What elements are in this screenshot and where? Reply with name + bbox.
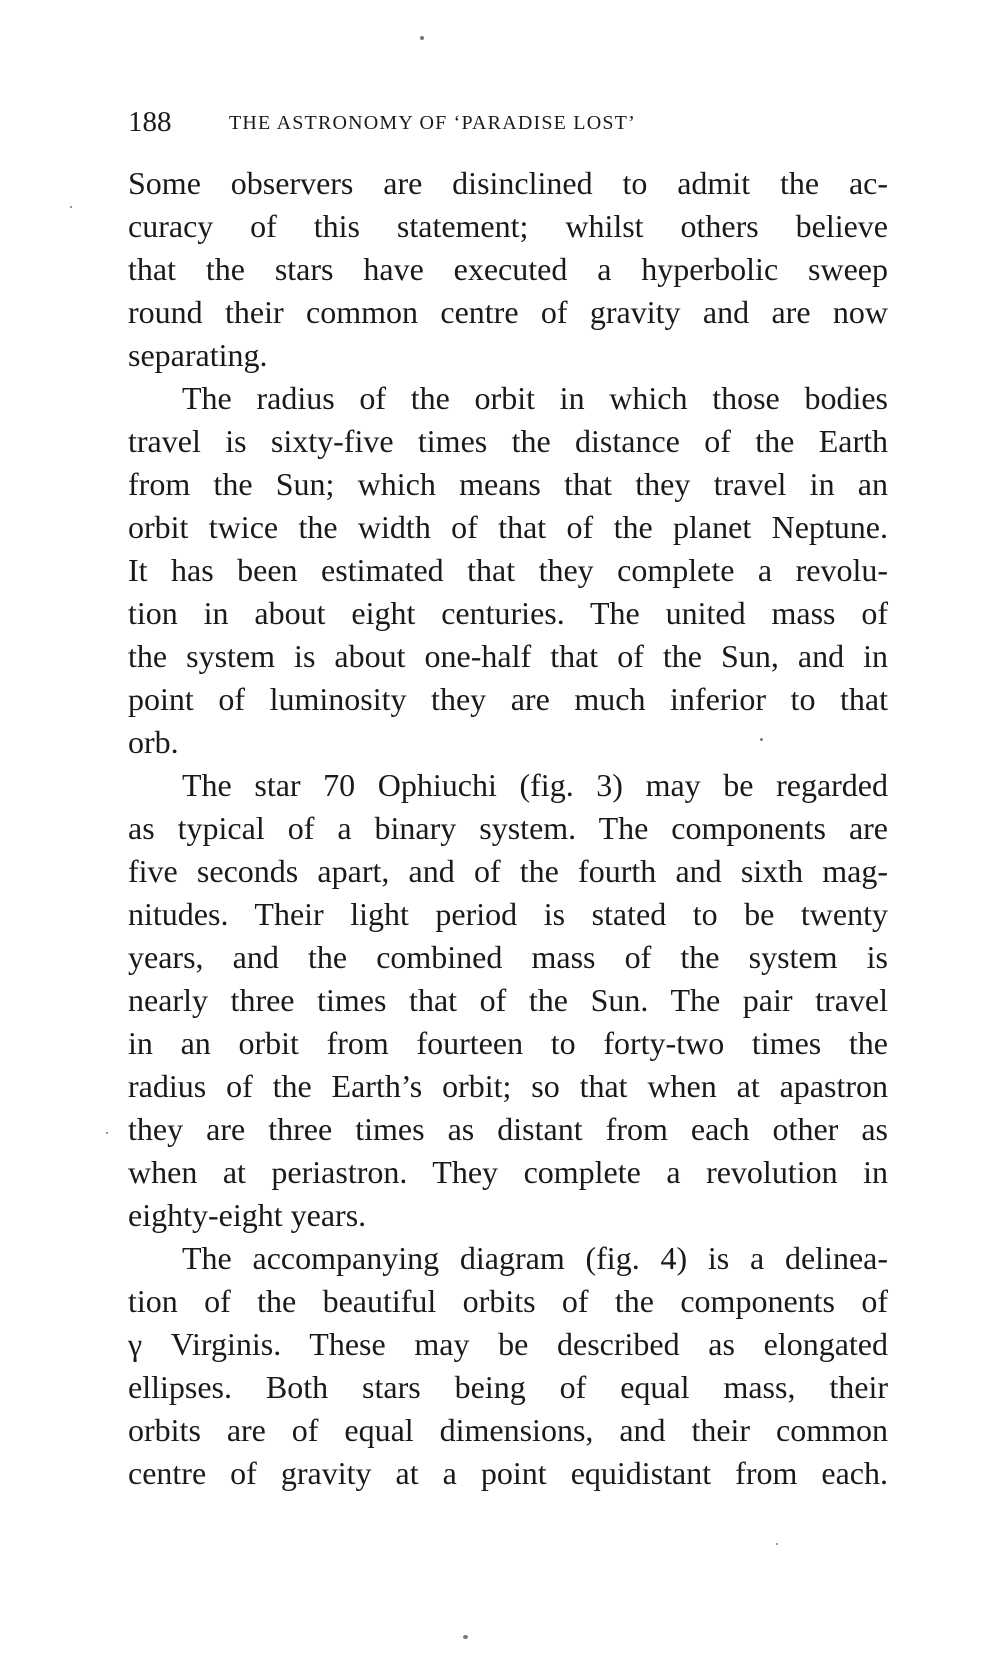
- text-line: Some observers are disinclined to admit the ac-: [128, 165, 888, 201]
- scan-speck: [760, 738, 763, 741]
- text-line: the system is about one-half that of the Sun, and in: [128, 638, 888, 674]
- text-line: orbit twice the width of that of the planet Neptune.: [128, 509, 888, 545]
- text-line: The star 70 Ophiuchi (fig. 3) may be regarded: [182, 767, 888, 803]
- paragraph-1: [128, 162, 888, 377]
- paragraph-3: [128, 764, 888, 1237]
- scan-speck: [776, 1543, 778, 1545]
- text-line: that the stars have executed a hyperbolic sweep: [128, 251, 888, 287]
- page-number: 188: [128, 106, 172, 138]
- scan-speck: [463, 1635, 468, 1639]
- text-line: as typical of a binary system. The components are: [128, 810, 888, 846]
- text-line: tion in about eight centuries. The united mass of: [128, 595, 888, 631]
- text-line: separating.: [128, 337, 268, 373]
- text-line: when at periastron. They complete a revolution in: [128, 1154, 888, 1190]
- text-line: round their common centre of gravity and are now: [128, 294, 888, 330]
- text-line: centre of gravity at a point equidistant from each.: [128, 1455, 888, 1491]
- text-line: γ Virginis. These may be described as elongated: [128, 1326, 888, 1362]
- text-line: eighty-eight years.: [128, 1197, 367, 1233]
- scan-speck: [106, 1132, 108, 1134]
- paragraph-2: [128, 377, 888, 764]
- text-line: ellipses. Both stars being of equal mass, their: [128, 1369, 888, 1405]
- text-line: orb.: [128, 724, 179, 760]
- text-line: years, and the combined mass of the system is: [128, 939, 888, 975]
- text-line: five seconds apart, and of the fourth and sixth mag-: [128, 853, 888, 889]
- text-line: The accompanying diagram (fig. 4) is a delinea-: [182, 1240, 888, 1276]
- paragraph-4: [128, 1237, 888, 1495]
- text-line: travel is sixty-five times the distance of the Earth: [128, 423, 888, 459]
- text-line: nearly three times that of the Sun. The pair travel: [128, 982, 888, 1018]
- text-line: It has been estimated that they complete a revolu-: [128, 552, 888, 588]
- text-line: they are three times as distant from each other as: [128, 1111, 888, 1147]
- text-line: radius of the Earth’s orbit; so that when at apastron: [128, 1068, 888, 1104]
- text-line: orbits are of equal dimensions, and their common: [128, 1412, 888, 1448]
- running-title: THE ASTRONOMY OF ‘PARADISE LOST’: [229, 112, 636, 134]
- scan-speck: [420, 36, 424, 40]
- page-header: [128, 102, 888, 142]
- text-line: The radius of the orbit in which those bodies: [182, 380, 888, 416]
- text-line: nitudes. Their light period is stated to be twenty: [128, 896, 888, 932]
- text-line: from the Sun; which means that they travel in an: [128, 466, 888, 502]
- text-line: curacy of this statement; whilst others believe: [128, 208, 888, 244]
- scan-speck: [70, 206, 72, 208]
- text-line: in an orbit from fourteen to forty-two times the: [128, 1025, 888, 1061]
- text-line: point of luminosity they are much inferior to that: [128, 681, 888, 717]
- body-text: [128, 162, 888, 1495]
- text-line: tion of the beautiful orbits of the components of: [128, 1283, 888, 1319]
